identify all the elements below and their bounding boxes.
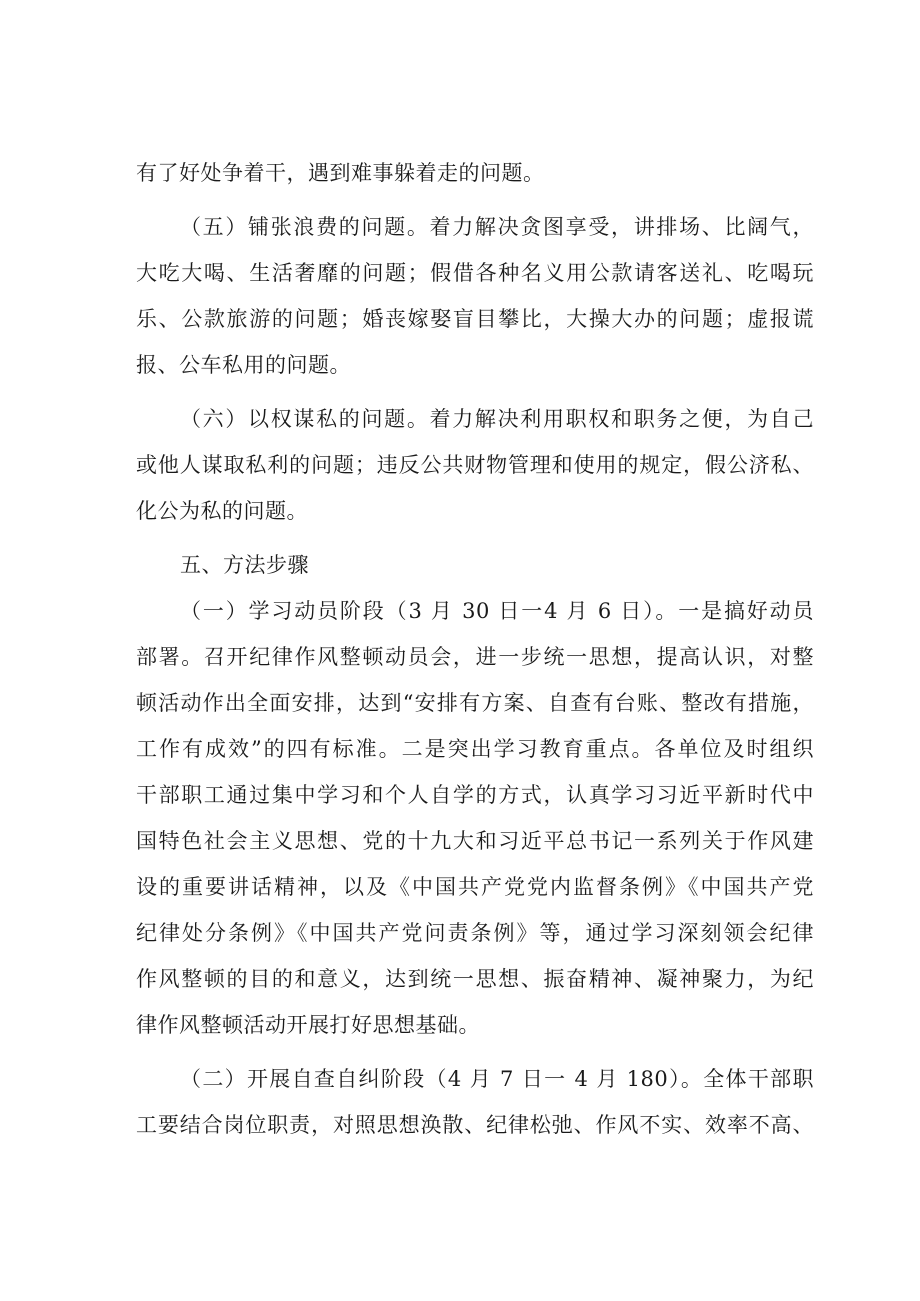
paragraph-line: 或他人谋取私利的问题；违反公共财物管理和使用的规定，假公济私、 bbox=[136, 453, 814, 477]
paragraph-line: 干部职工通过集中学习和个人自学的方式，认真学习习近平新时代中 bbox=[136, 783, 814, 807]
document-body bbox=[136, 150, 814, 1148]
paragraph-line: （二）开展自查自纠阶段（4 月 7 日一 4 月 180）。全体干部职 bbox=[180, 1067, 814, 1091]
paragraph-line: 纪律处分条例》《中国共产党问责条例》等，通过学习深刻领会纪律 bbox=[136, 921, 814, 945]
paragraph-line: 国特色社会主义思想、党的十九大和习近平总书记一系列关于作风建 bbox=[136, 829, 814, 853]
paragraph-line: （五）铺张浪费的问题。着力解决贪图享受，讲排场、比阔气， bbox=[180, 215, 814, 239]
paragraph-line: 化公为私的问题。 bbox=[136, 499, 308, 523]
paragraph-line: 工作有成效”的四有标准。二是突出学习教育重点。各单位及时组织 bbox=[136, 737, 814, 761]
paragraph-line: 乐、公款旅游的问题；婚丧嫁娶盲目攀比，大操大办的问题；虚报谎 bbox=[136, 307, 814, 331]
paragraph-line: 有了好处争着干，遇到难事躲着走的问题。 bbox=[136, 161, 545, 185]
paragraph-line: （六）以权谋私的问题。着力解决利用职权和职务之便，为自己 bbox=[180, 407, 814, 431]
paragraph-line: 设的重要讲话精神，以及《中国共产党党内监督条例》《中国共产党 bbox=[136, 875, 814, 899]
paragraph-line: 顿活动作出全面安排，达到“安排有方案、自查有台账、整改有措施， bbox=[136, 691, 814, 715]
paragraph-line: 大吃大喝、生活奢靡的问题；假借各种名义用公款请客送礼、吃喝玩 bbox=[136, 261, 814, 285]
paragraph-line: （一）学习动员阶段（3 月 30 日一4 月 6 日）。一是搞好动员 bbox=[180, 599, 814, 623]
paragraph-line: 工要结合岗位职责，对照思想涣散、纪律松弛、作风不实、效率不高、 bbox=[136, 1113, 814, 1137]
paragraph-line: 作风整顿的目的和意义，达到统一思想、振奋精神、凝神聚力，为纪 bbox=[136, 967, 814, 991]
paragraph-line: 部署。召开纪律作风整顿动员会，进一步统一思想，提高认识，对整 bbox=[136, 645, 814, 669]
section-heading: 五、方法步骤 bbox=[180, 553, 309, 577]
paragraph-line: 律作风整顿活动开展打好思想基础。 bbox=[136, 1013, 480, 1037]
paragraph-line: 报、公车私用的问题。 bbox=[136, 353, 351, 377]
